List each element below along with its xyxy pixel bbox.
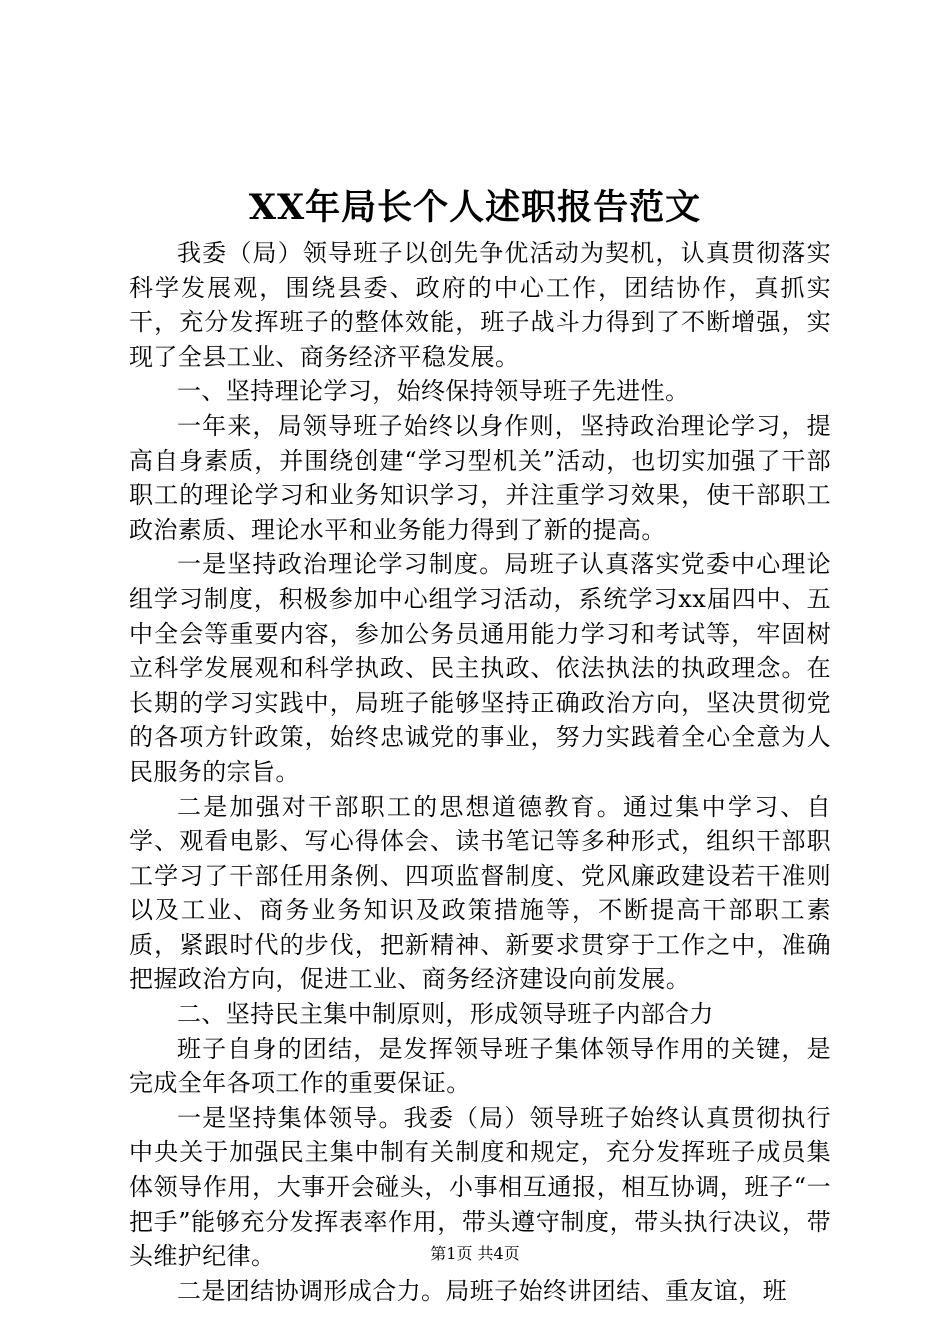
paragraph: 一是坚持政治理论学习制度。局班子认真落实党委中心理论组学习制度，积极参加中心组学习活动，系统学习xx届四中、五中全会等重要内容，参加公务员通用能力学习和考试等，牢固树立科学发展观和科学执政、民主执政、依法执法的执政理念。在长期的学习实践中，局班子能够坚持正确政治方向，坚决贯彻党的各项方针政策，始终忠诚党的事业，努力实践着全心全意为人民服务的宗旨。 — [129, 550, 831, 786]
section-heading: 一、坚持理论学习，始终保持领导班子先进性。 — [177, 377, 690, 406]
section-heading: 二、坚持民主集中制原则，形成领导班子内部合力 — [177, 1000, 714, 1029]
paragraph: 班子自身的团结，是发挥领导班子集体领导作用的关键，是完成全年各项工作的重要保证。 — [129, 1034, 831, 1098]
paragraph: 一是坚持集体领导。我委（局）领导班子始终认真贯彻执行中央关于加强民主集中制有关制度和规定，充分发挥班子成员集体领导作用，大事开会碰头，小事相互通报，相互协调，班子“一把手”能够充分发挥表率作用，带头遵守制度，带头执行决议，带头维护纪律。 — [129, 1103, 831, 1271]
paragraph: 二是加强对干部职工的思想道德教育。通过集中学习、自学、观看电影、写心得体会、读书笔记等多种形式，组织干部职工学习了干部任用条例、四项监督制度、党风廉政建设若干准则以及工业、商务业务知识及政策措施等，不断提高干部职工素质，紧跟时代的步伐，把新精神、新要求贯穿于工作之中，准确把握政治方向，促进工业、商务经济建设向前发展。 — [129, 792, 831, 994]
paragraph: 我委（局）领导班子以创先争优活动为契机，认真贯彻落实科学发展观，围绕县委、政府的中心工作，团结协作，真抓实干，充分发挥班子的整体效能，班子战斗力得到了不断增强，实现了全县工业、商务经济平稳发展。 — [129, 239, 831, 371]
page-number-footer: 第1页 共4页 — [430, 1244, 520, 1263]
document-body — [129, 236, 831, 1308]
paragraph: 一年来，局领导班子始终以身作则，坚持政治理论学习，提高自身素质，并围绕创建“学习型机关”活动，也切实加强了干部职工的理论学习和业务知识学习，并注重学习效果，使干部职工政治素质、理论水平和业务能力得到了新的提高。 — [129, 411, 831, 544]
paragraph: 二是团结协调形成合力。局班子始终讲团结、重友谊，班 — [177, 1276, 787, 1305]
document-title: XX年局长个人述职报告范文 — [248, 187, 702, 228]
